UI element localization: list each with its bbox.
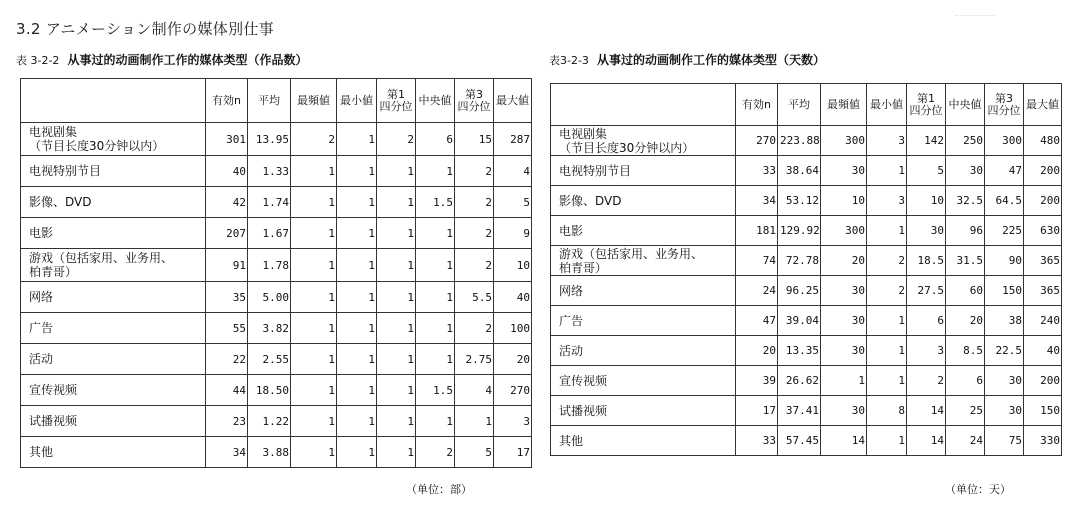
column-header: 有効n [206,79,248,123]
cell-value: 1 [291,375,337,406]
table-row [21,123,532,156]
cell-value: 630 [1024,216,1062,246]
cell-value: 31.5 [946,246,985,276]
cell-value: 1 [337,187,377,218]
cell-value: 3.88 [248,437,291,468]
cell-value: 300 [821,216,867,246]
cell-value: 15 [455,123,494,156]
cell-value: 1 [291,406,337,437]
cell-value: 17 [494,437,532,468]
cell-value: 1 [337,156,377,187]
header-blank-cell [21,79,206,123]
cell-value: 39.04 [778,306,821,336]
cell-value: 20 [946,306,985,336]
cell-value: 1.33 [248,156,291,187]
cell-value: 10 [494,249,532,282]
row-label: 影像、DVD [21,187,206,218]
cell-value: 270 [736,126,778,156]
cell-value: 1 [377,282,416,313]
cell-value: 26.62 [778,366,821,396]
cell-value: 2.55 [248,344,291,375]
cell-value: 2 [377,123,416,156]
cell-value: 1 [377,344,416,375]
cell-value: 200 [1024,186,1062,216]
cell-value: 150 [1024,396,1062,426]
left-table-number: 表 3-2-2 [16,54,60,67]
cell-value: 14 [821,426,867,456]
cell-value: 1 [291,249,337,282]
cell-value: 10 [821,186,867,216]
cell-value: 13.35 [778,336,821,366]
cell-value: 1 [291,187,337,218]
cell-value: 37.41 [778,396,821,426]
cell-value: 1 [291,282,337,313]
table-row [551,276,1062,306]
cell-value: 1 [337,406,377,437]
cell-value: 90 [985,246,1024,276]
cell-value: 6 [416,123,455,156]
cell-value: 39 [736,366,778,396]
cell-value: 1.67 [248,218,291,249]
cell-value: 18.5 [907,246,946,276]
right-table-title: 从事过的动画制作工作的媒体类型（天数） [596,53,825,67]
row-label: 广告 [551,306,736,336]
column-header: 最頻値 [821,84,867,126]
table-row [551,366,1062,396]
cell-value: 1 [337,282,377,313]
cell-value: 1 [867,336,907,366]
cell-value: 5.5 [455,282,494,313]
cell-value: 1 [867,426,907,456]
cell-value: 2 [867,276,907,306]
cell-value: 8.5 [946,336,985,366]
left-table-caption [16,51,307,68]
table-row [21,156,532,187]
cell-value: 1 [416,156,455,187]
cell-value: 1.5 [416,187,455,218]
cell-value: 24 [946,426,985,456]
cell-value: 20 [821,246,867,276]
cell-value: 14 [907,426,946,456]
cell-value: 47 [985,156,1024,186]
cell-value: 1 [291,437,337,468]
row-label: 活动 [21,344,206,375]
cell-value: 1.22 [248,406,291,437]
cell-value: 2.75 [455,344,494,375]
cell-value: 3 [867,186,907,216]
row-label: 电视特别节目 [21,156,206,187]
days-count-table [550,83,1062,456]
table-row [551,126,1062,156]
table-row [551,306,1062,336]
table-row [551,396,1062,426]
cell-value: 38 [985,306,1024,336]
cell-value: 365 [1024,276,1062,306]
cell-value: 30 [985,396,1024,426]
cell-value: 9 [494,218,532,249]
cell-value: 4 [455,375,494,406]
cell-value: 30 [946,156,985,186]
cell-value: 40 [206,156,248,187]
cell-value: 1 [337,313,377,344]
row-label: 网络 [21,282,206,313]
column-header: 中央値 [416,79,455,123]
row-label: 宣传视频 [551,366,736,396]
cell-value: 1 [416,344,455,375]
cell-value: 200 [1024,156,1062,186]
cell-value: 1 [377,156,416,187]
column-header: 最大値 [1024,84,1062,126]
page-title: 3.2 アニメーション制作の媒体別仕事 [16,20,274,38]
cell-value: 3 [867,126,907,156]
cell-value: 1 [291,156,337,187]
cell-value: 240 [1024,306,1062,336]
cell-value: 42 [206,187,248,218]
row-label: 网络 [551,276,736,306]
cell-value: 96.25 [778,276,821,306]
cell-value: 96 [946,216,985,246]
cell-value: 1 [377,375,416,406]
cell-value: 129.92 [778,216,821,246]
cell-value: 300 [985,126,1024,156]
cell-value: 33 [736,426,778,456]
cell-value: 5 [494,187,532,218]
cell-value: 30 [821,276,867,306]
cell-value: 1 [291,344,337,375]
row-label: 其他 [21,437,206,468]
row-label: 宣传视频 [21,375,206,406]
cell-value: 17 [736,396,778,426]
cell-value: 57.45 [778,426,821,456]
table-row [21,282,532,313]
column-header: 平均 [778,84,821,126]
cell-value: 2 [907,366,946,396]
cell-value: 1 [337,123,377,156]
cell-value: 100 [494,313,532,344]
cell-value: 44 [206,375,248,406]
row-label: 试播视频 [551,396,736,426]
table-header-row [21,79,532,123]
cell-value: 1 [337,375,377,406]
cell-value: 181 [736,216,778,246]
cell-value: 1 [416,406,455,437]
cell-value: 72.78 [778,246,821,276]
cell-value: 30 [821,156,867,186]
cell-value: 1 [867,156,907,186]
cell-value: 34 [206,437,248,468]
cell-value: 1 [867,306,907,336]
cell-value: 3 [494,406,532,437]
cell-value: 1 [377,187,416,218]
cell-value: 2 [867,246,907,276]
cell-value: 287 [494,123,532,156]
cell-value: 1 [377,313,416,344]
cell-value: 4 [494,156,532,187]
column-header: 第1 四分位 [907,84,946,126]
cell-value: 1 [377,437,416,468]
cell-value: 301 [206,123,248,156]
cell-value: 55 [206,313,248,344]
cell-value: 47 [736,306,778,336]
cell-value: 2 [416,437,455,468]
cell-value: 1 [416,218,455,249]
row-label: 广告 [21,313,206,344]
cell-value: 270 [494,375,532,406]
cell-value: 25 [946,396,985,426]
right-table-unit: （单位：天） [945,483,1011,496]
column-header: 有効n [736,84,778,126]
cell-value: 10 [907,186,946,216]
row-label: 游戏（包括家用、业务用、 柏青哥） [21,249,206,282]
cell-value: 3.82 [248,313,291,344]
cell-value: 91 [206,249,248,282]
cell-value: 2 [455,187,494,218]
row-label: 电视特别节目 [551,156,736,186]
table-row [21,344,532,375]
column-header: 最小値 [337,79,377,123]
cell-value: 1 [377,406,416,437]
cell-value: 20 [736,336,778,366]
cell-value: 5 [455,437,494,468]
row-label: 电视剧集 （节目长度30分钟以内） [21,123,206,156]
table-row [551,426,1062,456]
cell-value: 74 [736,246,778,276]
header-blank-cell [551,84,736,126]
cell-value: 20 [494,344,532,375]
row-label: 游戏（包括家用、业务用、 柏青哥） [551,246,736,276]
cell-value: 34 [736,186,778,216]
cell-value: 40 [494,282,532,313]
cell-value: 6 [907,306,946,336]
cell-value: 1 [455,406,494,437]
cell-value: 200 [1024,366,1062,396]
table-header-row [551,84,1062,126]
cell-value: 2 [455,218,494,249]
row-label: 试播视频 [21,406,206,437]
column-header: 最小値 [867,84,907,126]
cell-value: 27.5 [907,276,946,306]
cell-value: 30 [985,366,1024,396]
cell-value: 1.5 [416,375,455,406]
cell-value: 2 [455,313,494,344]
faint-mark [955,15,995,17]
cell-value: 250 [946,126,985,156]
cell-value: 8 [867,396,907,426]
cell-value: 142 [907,126,946,156]
cell-value: 23 [206,406,248,437]
table-row [21,218,532,249]
cell-value: 3 [907,336,946,366]
works-count-table [20,78,532,468]
row-label: 活动 [551,336,736,366]
cell-value: 13.95 [248,123,291,156]
left-table-unit: （单位：部） [406,483,472,496]
table-row [21,249,532,282]
cell-value: 480 [1024,126,1062,156]
table-row [21,406,532,437]
cell-value: 30 [821,396,867,426]
cell-value: 1 [867,366,907,396]
cell-value: 24 [736,276,778,306]
cell-value: 22 [206,344,248,375]
row-label: 电影 [551,216,736,246]
row-label: 电影 [21,218,206,249]
table-row [551,186,1062,216]
column-header: 最頻値 [291,79,337,123]
cell-value: 1 [337,344,377,375]
table-row [551,246,1062,276]
cell-value: 1 [867,216,907,246]
table-row [21,437,532,468]
cell-value: 207 [206,218,248,249]
cell-value: 1 [337,218,377,249]
cell-value: 5.00 [248,282,291,313]
cell-value: 1 [377,218,416,249]
cell-value: 38.64 [778,156,821,186]
cell-value: 22.5 [985,336,1024,366]
cell-value: 6 [946,366,985,396]
cell-value: 53.12 [778,186,821,216]
column-header: 第3 四分位 [985,84,1024,126]
cell-value: 14 [907,396,946,426]
table-row [551,336,1062,366]
cell-value: 1 [377,249,416,282]
cell-value: 150 [985,276,1024,306]
row-label: 电视剧集 （节目长度30分钟以内） [551,126,736,156]
table-row [551,216,1062,246]
cell-value: 2 [291,123,337,156]
cell-value: 1.78 [248,249,291,282]
cell-value: 60 [946,276,985,306]
cell-value: 35 [206,282,248,313]
left-table-title: 从事过的动画制作工作的媒体类型（作品数） [67,53,308,67]
row-label: 影像、DVD [551,186,736,216]
cell-value: 1 [291,313,337,344]
cell-value: 300 [821,126,867,156]
cell-value: 365 [1024,246,1062,276]
cell-value: 225 [985,216,1024,246]
cell-value: 330 [1024,426,1062,456]
cell-value: 30 [907,216,946,246]
table-row [21,375,532,406]
cell-value: 5 [907,156,946,186]
table-row [21,187,532,218]
table-row [551,156,1062,186]
cell-value: 30 [821,336,867,366]
cell-value: 75 [985,426,1024,456]
cell-value: 30 [821,306,867,336]
cell-value: 1 [337,249,377,282]
cell-value: 40 [1024,336,1062,366]
right-table-caption [549,51,825,68]
cell-value: 2 [455,249,494,282]
cell-value: 64.5 [985,186,1024,216]
column-header: 第1 四分位 [377,79,416,123]
cell-value: 223.88 [778,126,821,156]
row-label: 其他 [551,426,736,456]
cell-value: 1 [821,366,867,396]
column-header: 最大値 [494,79,532,123]
column-header: 平均 [248,79,291,123]
column-header: 第3 四分位 [455,79,494,123]
table-row [21,313,532,344]
right-table-number: 表3-2-3 [549,54,589,67]
cell-value: 1.74 [248,187,291,218]
cell-value: 1 [416,249,455,282]
cell-value: 1 [337,437,377,468]
column-header: 中央値 [946,84,985,126]
cell-value: 1 [291,218,337,249]
cell-value: 1 [416,282,455,313]
cell-value: 2 [455,156,494,187]
cell-value: 18.50 [248,375,291,406]
cell-value: 32.5 [946,186,985,216]
cell-value: 33 [736,156,778,186]
cell-value: 1 [416,313,455,344]
